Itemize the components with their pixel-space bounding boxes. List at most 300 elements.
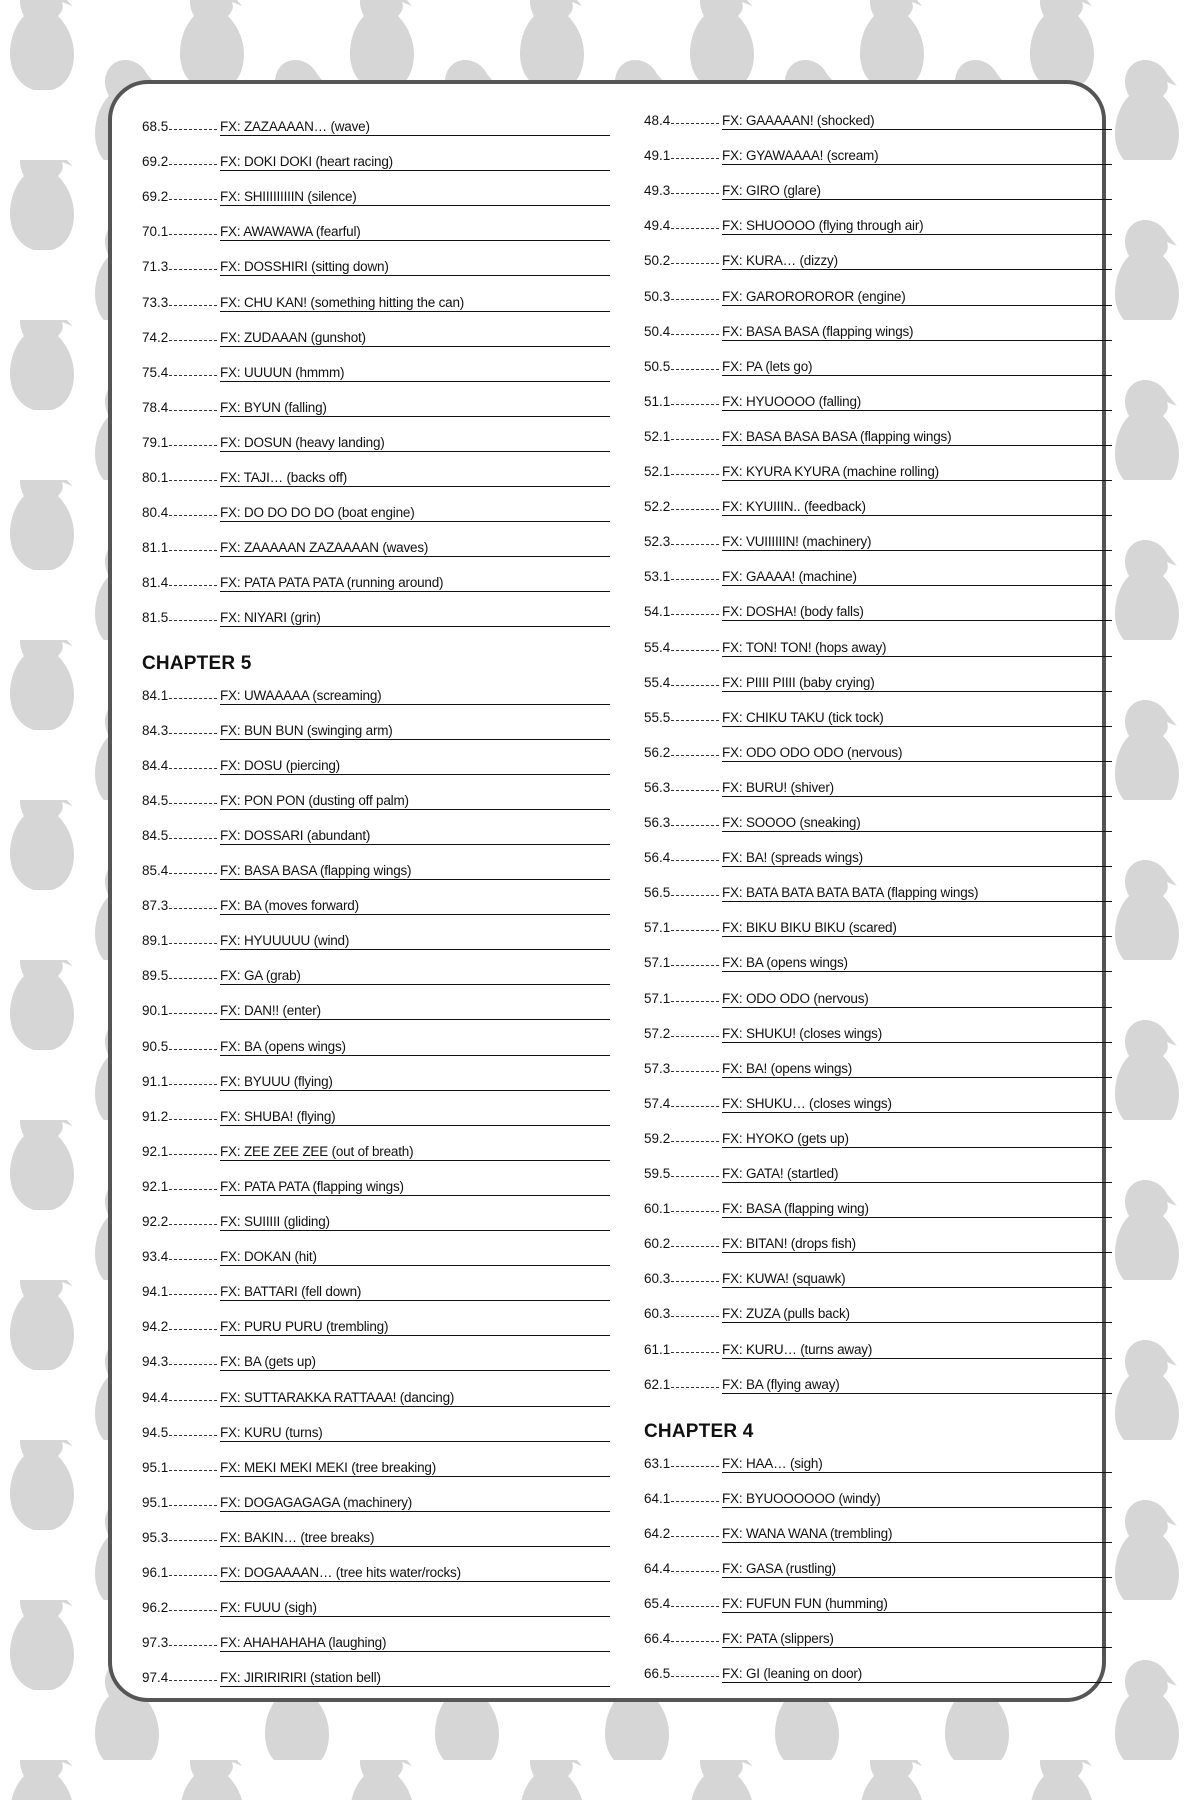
page-panel-number xyxy=(142,1600,218,1615)
fx-text: FX: AWAWAWA (fearful) xyxy=(220,224,610,241)
fx-entry xyxy=(142,288,610,312)
fx-entry xyxy=(142,182,610,206)
fx-entry xyxy=(644,352,1112,376)
fx-text: FX: BA (opens wings) xyxy=(220,1039,610,1056)
fx-entry xyxy=(142,498,610,522)
fx-text: FX: BUN BUN (swinging arm) xyxy=(220,723,610,740)
dotted-leader xyxy=(169,1644,217,1646)
panel-number: 80.1 xyxy=(142,470,169,485)
dotted-leader xyxy=(671,1465,719,1467)
fx-entry xyxy=(142,1453,610,1477)
dotted-leader xyxy=(169,374,217,376)
fx-entry xyxy=(644,141,1112,165)
page-panel-number xyxy=(142,435,218,450)
dotted-leader xyxy=(169,907,217,909)
dotted-leader xyxy=(671,543,719,545)
fx-entry xyxy=(644,1484,1112,1508)
fx-text: FX: GAAAAAN! (shocked) xyxy=(722,113,1112,130)
fx-text: FX: BITAN! (drops fish) xyxy=(722,1236,1112,1253)
panel-number: 52.3 xyxy=(644,534,671,550)
panel-number: 59.2 xyxy=(644,1130,671,1146)
panel-number: 97.4 xyxy=(142,1670,169,1686)
dotted-leader xyxy=(671,1500,719,1502)
fx-text: FX: HYUOOOO (falling) xyxy=(722,394,1112,411)
fx-entry xyxy=(644,1449,1112,1473)
panel-number: 91.1 xyxy=(142,1073,169,1089)
page-panel-number xyxy=(142,575,218,590)
fx-entry xyxy=(644,176,1112,200)
dotted-leader xyxy=(671,1070,719,1072)
panel-number: 57.2 xyxy=(644,1025,671,1041)
fx-entry xyxy=(142,996,610,1020)
fx-text: FX: ZUDAAAN (gunshot) xyxy=(220,330,610,347)
page-panel-number xyxy=(644,1666,720,1681)
dotted-leader xyxy=(169,128,217,130)
panel-number: 63.1 xyxy=(644,1455,671,1471)
fx-text: FX: FUUU (sigh) xyxy=(220,1600,610,1617)
page-panel-number xyxy=(142,1390,218,1405)
page-panel-number xyxy=(142,828,218,843)
dotted-leader xyxy=(671,1535,719,1537)
fx-text: FX: BA (opens wings) xyxy=(722,955,1112,972)
panel-number: 85.4 xyxy=(142,863,169,878)
page-panel-number xyxy=(644,1631,720,1646)
fx-text: FX: DOSUN (heavy landing) xyxy=(220,435,610,452)
fx-entry xyxy=(142,1102,610,1126)
dotted-leader xyxy=(169,1048,217,1050)
page-panel-number xyxy=(142,1214,218,1229)
dotted-leader xyxy=(169,1679,217,1681)
fx-text: FX: SHUKU! (closes wings) xyxy=(722,1026,1112,1043)
dotted-leader xyxy=(169,1539,217,1541)
dotted-leader xyxy=(671,613,719,615)
page-panel-number xyxy=(142,1003,218,1018)
fx-entry xyxy=(644,1554,1112,1578)
page-panel-number xyxy=(644,289,720,304)
page-panel-number xyxy=(142,1670,218,1685)
dotted-leader xyxy=(671,1351,719,1353)
fx-entry xyxy=(644,703,1112,727)
dotted-leader xyxy=(169,1399,217,1401)
page-panel-number xyxy=(142,295,218,310)
panel-number: 93.4 xyxy=(142,1249,169,1265)
panel-number: 81.4 xyxy=(142,575,169,591)
page-panel-number xyxy=(644,183,720,198)
fx-entry xyxy=(644,948,1112,972)
fx-text: FX: BA! (opens wings) xyxy=(722,1061,1112,1078)
page-panel-number xyxy=(644,534,720,549)
page-panel-number xyxy=(142,723,218,738)
page-panel-number xyxy=(644,640,720,655)
panel-number: 95.1 xyxy=(142,1459,169,1475)
panel-number: 64.4 xyxy=(644,1561,671,1576)
panel-number: 56.3 xyxy=(644,779,671,795)
fx-entry xyxy=(142,393,610,417)
page-panel-number xyxy=(142,1565,218,1580)
fx-entry xyxy=(142,751,610,775)
panel-number: 94.2 xyxy=(142,1319,169,1335)
panel-number: 55.4 xyxy=(644,674,671,690)
page-panel-number xyxy=(142,898,218,913)
fx-entry xyxy=(644,738,1112,762)
fx-entry xyxy=(644,1019,1112,1043)
panel-number: 60.3 xyxy=(644,1271,671,1287)
panel-number: 56.2 xyxy=(644,744,671,760)
dotted-leader xyxy=(169,1293,217,1295)
fx-entry xyxy=(142,112,610,136)
panel-number: 68.5 xyxy=(142,119,169,134)
dotted-leader xyxy=(671,1175,719,1177)
dotted-leader xyxy=(169,1118,217,1120)
fx-entry xyxy=(644,1264,1112,1288)
dotted-leader xyxy=(169,1504,217,1506)
fx-text: FX: KURA… (dizzy) xyxy=(722,253,1112,270)
page-panel-number xyxy=(644,1526,720,1541)
page-panel-number xyxy=(142,540,218,555)
fx-text: FX: SHUOOOO (flying through air) xyxy=(722,218,1112,235)
fx-text: FX: NIYARI (grin) xyxy=(220,610,610,627)
fx-entry xyxy=(142,217,610,241)
panel-number: 57.1 xyxy=(644,955,671,971)
page-panel-number xyxy=(644,1377,720,1392)
dotted-leader xyxy=(671,789,719,791)
fx-entry xyxy=(644,1089,1112,1113)
panel-number: 70.1 xyxy=(142,224,169,240)
fx-text: FX: GI (leaning on door) xyxy=(722,1666,1112,1683)
page-panel-number xyxy=(142,1425,218,1440)
dotted-leader xyxy=(671,192,719,194)
dotted-leader xyxy=(169,479,217,481)
page-panel-number xyxy=(644,324,720,339)
panel-number: 89.1 xyxy=(142,933,169,949)
fx-entry xyxy=(644,1519,1112,1543)
dotted-leader xyxy=(671,368,719,370)
page-panel-number xyxy=(644,499,720,514)
page-panel-number xyxy=(644,464,720,479)
fx-entry xyxy=(644,387,1112,411)
fx-text: FX: SUTTARAKKA RATTAAA! (dancing) xyxy=(220,1390,610,1407)
page-panel-number xyxy=(142,1460,218,1475)
fx-entry xyxy=(142,681,610,705)
page-panel-number xyxy=(644,113,720,128)
fx-text: FX: GA (grab) xyxy=(220,968,610,985)
page-panel-number xyxy=(142,119,218,134)
page-panel-number xyxy=(644,1561,720,1576)
dotted-leader xyxy=(169,1083,217,1085)
fx-entry xyxy=(644,878,1112,902)
page-panel-number xyxy=(644,675,720,690)
page-panel-number xyxy=(142,224,218,239)
dotted-leader xyxy=(671,1315,719,1317)
dotted-leader xyxy=(671,1105,719,1107)
page-panel-number xyxy=(644,218,720,233)
page-panel-number xyxy=(142,154,218,169)
dotted-leader xyxy=(671,1000,719,1002)
dotted-leader xyxy=(169,1469,217,1471)
fx-text: FX: BA (flying away) xyxy=(722,1377,1112,1394)
fx-entry xyxy=(644,668,1112,692)
fx-entry xyxy=(644,106,1112,130)
panel-number: 52.1 xyxy=(644,464,671,479)
fx-entry xyxy=(142,1383,610,1407)
page-panel-number xyxy=(644,1096,720,1111)
fx-text: FX: DOGAGAGAGA (machinery) xyxy=(220,1495,610,1512)
fx-text: FX: JIRIRIRIRI (station bell) xyxy=(220,1670,610,1687)
fx-text: FX: BATTARI (fell down) xyxy=(220,1284,610,1301)
dotted-leader xyxy=(671,824,719,826)
panel-number: 57.4 xyxy=(644,1095,671,1111)
fx-text: FX: DOSU (piercing) xyxy=(220,758,610,775)
dotted-leader xyxy=(671,754,719,756)
panel-number: 94.5 xyxy=(142,1424,169,1440)
page-panel-number xyxy=(142,610,218,625)
dotted-leader xyxy=(671,1280,719,1282)
fx-entry xyxy=(142,961,610,985)
panel-number: 84.3 xyxy=(142,722,169,738)
panel-number: 56.3 xyxy=(644,815,671,830)
page-panel-number xyxy=(644,1271,720,1286)
fx-entry xyxy=(644,1054,1112,1078)
page-panel-number xyxy=(142,365,218,380)
page-panel-number xyxy=(644,710,720,725)
fx-text: FX: ZAAAAAN ZAZAAAAN (waves) xyxy=(220,540,610,557)
page-panel-number xyxy=(644,850,720,865)
fx-entry xyxy=(142,1172,610,1196)
page-panel-number xyxy=(644,359,720,374)
dotted-leader xyxy=(671,298,719,300)
fx-entry xyxy=(142,1523,610,1547)
fx-text: FX: PATA PATA (flapping wings) xyxy=(220,1179,610,1196)
fx-entry xyxy=(142,323,610,347)
page-panel-number xyxy=(644,991,720,1006)
dotted-leader xyxy=(671,508,719,510)
page-panel-number xyxy=(644,1342,720,1357)
fx-text: FX: HYOKO (gets up) xyxy=(722,1131,1112,1148)
dotted-leader xyxy=(169,268,217,270)
page-panel-number xyxy=(644,885,720,900)
page-panel-number xyxy=(142,1495,218,1510)
panel-number: 79.1 xyxy=(142,434,169,450)
panel-number: 57.1 xyxy=(644,920,671,936)
dotted-leader xyxy=(671,1675,719,1677)
fx-text: FX: BAKIN… (tree breaks) xyxy=(220,1530,610,1547)
panel-number: 92.1 xyxy=(142,1178,169,1194)
page-panel-number xyxy=(142,758,218,773)
fx-text: FX: SHUKU… (closes wings) xyxy=(722,1096,1112,1113)
panel-number: 71.3 xyxy=(142,259,169,275)
page-panel-number xyxy=(644,1201,720,1216)
fx-entry xyxy=(142,568,610,592)
fx-text: FX: BURU! (shiver) xyxy=(722,780,1112,797)
fx-entry xyxy=(142,1593,610,1617)
fx-entry xyxy=(142,358,610,382)
page-panel-number xyxy=(142,1074,218,1089)
dotted-leader xyxy=(169,619,217,621)
fx-text: FX: PURU PURU (trembling) xyxy=(220,1319,610,1336)
dotted-leader xyxy=(169,549,217,551)
page-panel-number xyxy=(644,569,720,584)
fx-entry xyxy=(644,282,1112,306)
fx-text: FX: BASA BASA (flapping wings) xyxy=(722,324,1112,341)
panel-number: 66.4 xyxy=(644,1631,671,1647)
fx-entry xyxy=(142,428,610,452)
fx-text: FX: HAA… (sigh) xyxy=(722,1456,1112,1473)
panel-number: 92.1 xyxy=(142,1143,169,1159)
fx-text: FX: SHUBA! (flying) xyxy=(220,1109,610,1126)
dotted-leader xyxy=(671,719,719,721)
fx-entry xyxy=(142,463,610,487)
page-panel-number xyxy=(644,429,720,444)
panel-number: 48.4 xyxy=(644,113,671,128)
fx-entry xyxy=(142,1628,610,1652)
fx-text: FX: KUWA! (squawk) xyxy=(722,1271,1112,1288)
panel-number: 60.1 xyxy=(644,1201,671,1217)
fx-entry xyxy=(142,786,610,810)
page-panel-number xyxy=(644,1026,720,1041)
panel-number: 87.3 xyxy=(142,898,169,914)
dotted-leader xyxy=(169,1328,217,1330)
dotted-leader xyxy=(169,977,217,979)
fx-entry xyxy=(142,1032,610,1056)
fx-entry xyxy=(644,633,1112,657)
fx-entry xyxy=(142,1067,610,1091)
fx-text: FX: GAROROROROR (engine) xyxy=(722,289,1112,306)
fx-text: FX: DOKI DOKI (heart racing) xyxy=(220,154,610,171)
fx-entry xyxy=(142,252,610,276)
dotted-leader xyxy=(169,444,217,446)
dotted-leader xyxy=(671,1570,719,1572)
fx-entry xyxy=(644,808,1112,832)
fx-text: FX: BIKU BIKU BIKU (scared) xyxy=(722,920,1112,937)
panel-number: 57.1 xyxy=(644,990,671,1006)
dotted-leader xyxy=(169,409,217,411)
dotted-leader xyxy=(169,1188,217,1190)
dotted-leader xyxy=(671,578,719,580)
panel-number: 94.4 xyxy=(142,1389,169,1405)
panel-number: 53.1 xyxy=(644,569,671,585)
dotted-leader xyxy=(671,684,719,686)
panel-number: 61.1 xyxy=(644,1341,671,1357)
fx-entry xyxy=(644,422,1112,446)
fx-text: FX: ZUZA (pulls back) xyxy=(722,1306,1112,1323)
fx-entry xyxy=(142,821,610,845)
page-panel-number xyxy=(142,330,218,345)
panel-number: 57.3 xyxy=(644,1060,671,1076)
panel-number: 90.5 xyxy=(142,1038,169,1054)
dotted-leader xyxy=(169,872,217,874)
fx-entry xyxy=(142,1207,610,1231)
dotted-leader xyxy=(169,1153,217,1155)
dotted-leader xyxy=(169,339,217,341)
panel-number: 52.1 xyxy=(644,428,671,444)
dotted-leader xyxy=(671,929,719,931)
fx-entry xyxy=(142,1663,610,1687)
fx-text: FX: WANA WANA (trembling) xyxy=(722,1526,1112,1543)
page-panel-number xyxy=(142,933,218,948)
fx-text: FX: GASA (rustling) xyxy=(722,1561,1112,1578)
fx-entry xyxy=(142,1488,610,1512)
page-panel-number xyxy=(142,189,218,204)
fx-text: FX: BASA BASA (flapping wings) xyxy=(220,863,610,880)
panel-number: 84.5 xyxy=(142,792,169,808)
fx-entry xyxy=(644,597,1112,621)
dotted-leader xyxy=(169,802,217,804)
dotted-leader xyxy=(671,473,719,475)
panel-number: 66.5 xyxy=(644,1666,671,1682)
panel-number: 64.2 xyxy=(644,1525,671,1541)
fx-text: FX: SHIIIIIIIIIN (silence) xyxy=(220,189,610,206)
fx-text: FX: CHU KAN! (something hitting the can) xyxy=(220,295,610,312)
fx-entry xyxy=(644,1624,1112,1648)
panel-number: 60.3 xyxy=(644,1306,671,1322)
dotted-leader xyxy=(169,1363,217,1365)
fx-entry xyxy=(644,562,1112,586)
dotted-leader xyxy=(671,859,719,861)
panel-number: 97.3 xyxy=(142,1635,169,1651)
panel-number: 95.3 xyxy=(142,1529,169,1545)
dotted-leader xyxy=(169,697,217,699)
page-panel-number xyxy=(644,815,720,830)
panel-number: 92.2 xyxy=(142,1214,169,1229)
fx-entry xyxy=(142,1418,610,1442)
panel-number: 49.1 xyxy=(644,148,671,164)
panel-number: 54.1 xyxy=(644,604,671,620)
fx-entry xyxy=(142,716,610,740)
page-panel-number xyxy=(644,1456,720,1471)
fx-text: FX: PA (lets go) xyxy=(722,359,1112,376)
fx-text: FX: ODO ODO (nervous) xyxy=(722,991,1112,1008)
panel-number: 80.4 xyxy=(142,505,169,521)
panel-number: 62.1 xyxy=(644,1376,671,1392)
fx-text: FX: KYURA KYURA (machine rolling) xyxy=(722,464,1112,481)
panel-number: 50.5 xyxy=(644,358,671,374)
fx-text: FX: TAJI… (backs off) xyxy=(220,470,610,487)
fx-text: FX: TON! TON! (hops away) xyxy=(722,640,1112,657)
fx-text: FX: BASA (flapping wing) xyxy=(722,1201,1112,1218)
chapter-heading: CHAPTER 4 xyxy=(644,1420,754,1442)
dotted-leader xyxy=(671,649,719,651)
fx-text: FX: GAAAA! (machine) xyxy=(722,569,1112,586)
fx-entry xyxy=(142,147,610,171)
fx-text: FX: BATA BATA BATA BATA (flapping wings) xyxy=(722,885,1112,902)
fx-text: FX: DOKAN (hit) xyxy=(220,1249,610,1266)
page-panel-number xyxy=(142,470,218,485)
dotted-leader xyxy=(671,1640,719,1642)
panel-number: 50.4 xyxy=(644,323,671,339)
fx-text: FX: BA (gets up) xyxy=(220,1354,610,1371)
dotted-leader xyxy=(169,767,217,769)
dotted-leader xyxy=(169,1258,217,1260)
fx-text: FX: DOSHA! (body falls) xyxy=(722,604,1112,621)
page-panel-number xyxy=(644,745,720,760)
fx-entry xyxy=(142,1558,610,1582)
page-panel-number xyxy=(142,1284,218,1299)
page-panel-number xyxy=(142,1635,218,1650)
dotted-leader xyxy=(169,942,217,944)
fx-entry xyxy=(142,891,610,915)
dotted-leader xyxy=(671,227,719,229)
fx-entry xyxy=(644,1159,1112,1183)
panel-number: 49.4 xyxy=(644,218,671,234)
page-panel-number xyxy=(142,863,218,878)
fx-text: FX: ZAZAAAAN… (wave) xyxy=(220,119,610,136)
page-panel-number xyxy=(142,1354,218,1369)
panel-number: 84.1 xyxy=(142,687,169,703)
page-panel-number xyxy=(644,1131,720,1146)
panel-number: 96.2 xyxy=(142,1600,169,1616)
page-panel-number xyxy=(142,1109,218,1124)
panel-number: 50.2 xyxy=(644,253,671,269)
